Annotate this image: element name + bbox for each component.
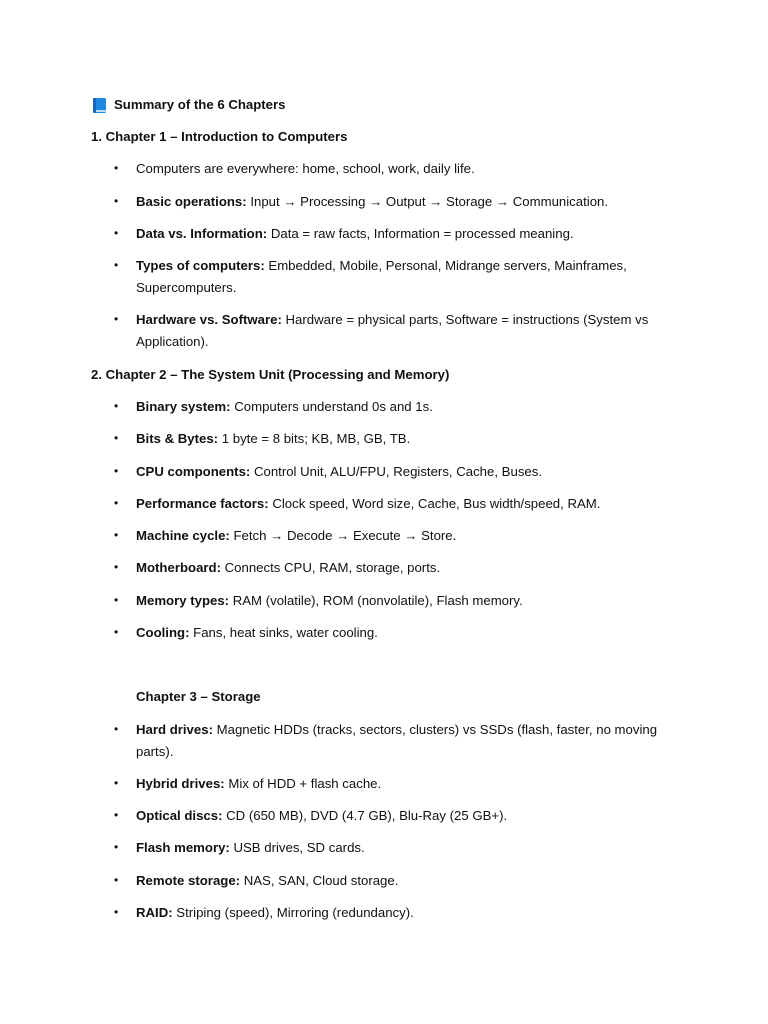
list-item — [114, 191, 674, 213]
list-item-text: Hard drives: Magnetic HDDs (tracks, sectors, clusters) vs SSDs (flash, faster, no moving parts). — [136, 722, 658, 759]
chapter-2-heading: 2. Chapter 2 – The System Unit (Processing and Memory) — [91, 367, 450, 382]
list-item-text: Machine cycle: Fetch → Decode → Execute → Store. — [136, 528, 457, 543]
list-item — [114, 805, 674, 827]
bullet-dot: • — [114, 226, 119, 240]
list-item-text: Hardware vs. Software: Hardware = physical parts, Software = instructions (System vs Application). — [136, 312, 649, 349]
bullet-dot: • — [114, 528, 119, 542]
list-item — [114, 837, 674, 859]
summary-title-row — [91, 95, 285, 115]
bullet-dot: • — [114, 905, 119, 919]
bullet-dot: • — [114, 560, 119, 574]
list-item — [114, 493, 674, 515]
bullet-dot: • — [114, 431, 119, 445]
list-item-text: RAID: Striping (speed), Mirroring (redundancy). — [136, 905, 414, 920]
book-icon — [91, 97, 108, 114]
list-item — [114, 461, 674, 483]
list-item-text: CPU components: Control Unit, ALU/FPU, Registers, Cache, Buses. — [136, 464, 542, 479]
list-item — [114, 870, 674, 892]
list-item-text: Memory types: RAM (volatile), ROM (nonvolatile), Flash memory. — [136, 593, 523, 608]
bullet-dot: • — [114, 593, 119, 607]
list-item-text: Flash memory: USB drives, SD cards. — [136, 840, 365, 855]
bullet-dot: • — [114, 194, 119, 208]
chapter-3-heading: Chapter 3 – Storage — [136, 689, 261, 704]
list-item — [114, 223, 674, 245]
list-item-text: Data vs. Information: Data = raw facts, Information = processed meaning. — [136, 226, 574, 241]
list-item-text: Binary system: Computers understand 0s and 1s. — [136, 399, 433, 414]
list-item-text: Optical discs: CD (650 MB), DVD (4.7 GB), Blu-Ray (25 GB+). — [136, 808, 508, 823]
bullet-dot: • — [114, 808, 119, 822]
list-item — [114, 396, 674, 418]
bullet-dot: • — [114, 399, 119, 413]
chapter-1-heading: 1. Chapter 1 – Introduction to Computers — [91, 129, 348, 144]
bullet-dot: • — [114, 840, 119, 854]
bullet-dot: • — [114, 464, 119, 478]
list-item — [114, 622, 674, 644]
list-item-text: Motherboard: Connects CPU, RAM, storage, ports. — [136, 560, 441, 575]
list-item — [114, 428, 674, 450]
bullet-dot: • — [114, 312, 119, 326]
bullet-dot: • — [114, 258, 119, 272]
list-item — [114, 902, 674, 924]
bullet-dot: • — [114, 496, 119, 510]
list-item-text: Bits & Bytes: 1 byte = 8 bits; KB, MB, GB, TB. — [136, 431, 411, 446]
bullet-dot: • — [114, 722, 119, 736]
list-item — [114, 590, 674, 612]
summary-title: Summary of the 6 Chapters — [114, 97, 286, 112]
list-item — [114, 773, 674, 795]
bullet-dot: • — [114, 873, 119, 887]
list-item — [114, 719, 674, 762]
list-item-text: Cooling: Fans, heat sinks, water cooling. — [136, 625, 378, 640]
list-item-text: Basic operations: Input → Processing → Output → Storage → Communication. — [136, 194, 609, 209]
list-item-text: Computers are everywhere: home, school, work, daily life. — [136, 161, 475, 176]
list-item — [114, 158, 674, 180]
list-item-text: Types of computers: Embedded, Mobile, Personal, Midrange servers, Mainframes, Supercomputers. — [136, 258, 627, 295]
list-item — [114, 255, 674, 298]
bullet-dot: • — [114, 776, 119, 790]
list-item — [114, 525, 674, 547]
list-item — [114, 557, 674, 579]
list-item-text: Remote storage: NAS, SAN, Cloud storage. — [136, 873, 399, 888]
bullet-dot: • — [114, 625, 119, 639]
bullet-dot: • — [114, 161, 119, 175]
list-item-text: Hybrid drives: Mix of HDD + flash cache. — [136, 776, 382, 791]
list-item — [114, 309, 674, 352]
list-item-text: Performance factors: Clock speed, Word size, Cache, Bus width/speed, RAM. — [136, 496, 601, 511]
